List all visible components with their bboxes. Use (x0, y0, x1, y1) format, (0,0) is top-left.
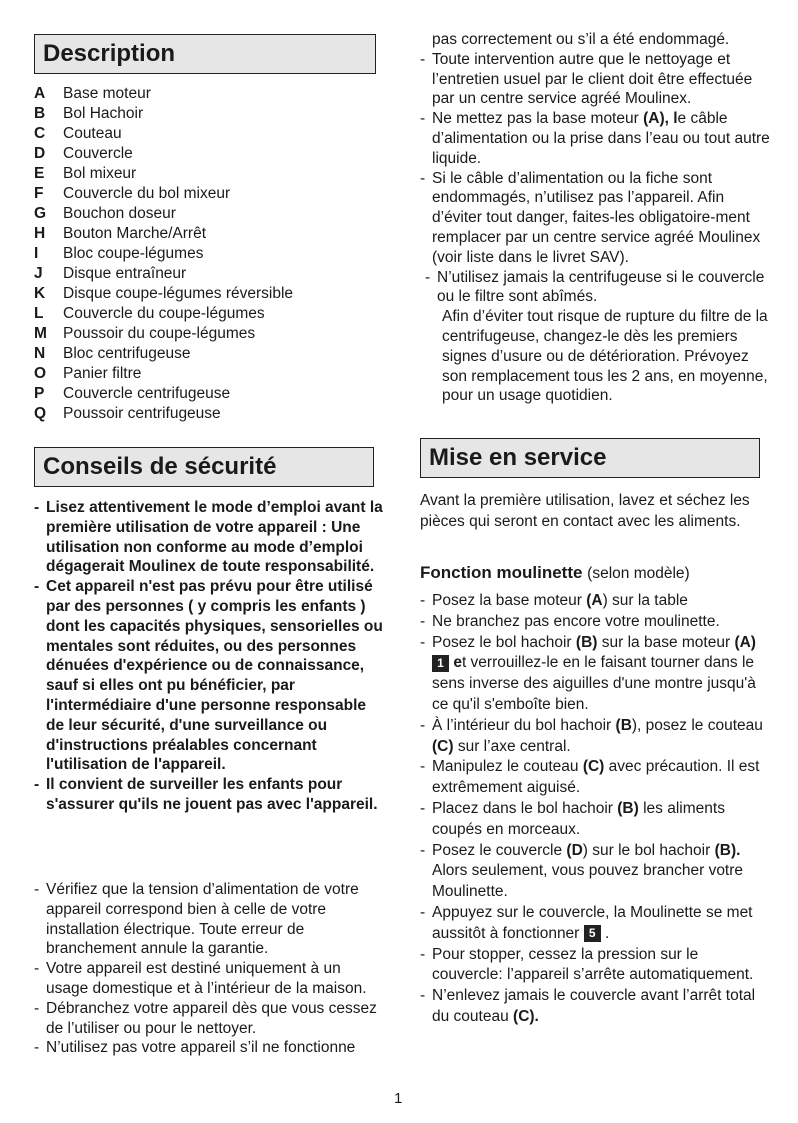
ref-label: (B (615, 716, 632, 734)
figure-ref-badge: 1 (432, 655, 449, 672)
legend-item (34, 144, 293, 164)
list-item-text: Vérifiez que la tension d’alimentation de votre appareil correspond bien à celle de votre installation électrique. Toute erreur de branchement annule la garantie. (46, 881, 359, 958)
text-run: Placez dans le bol hachoir (432, 799, 613, 817)
list-item: - Votre appareil est destiné uniquement à un usage domestique et à l’intérieur de la maison. (34, 959, 384, 999)
legend-label: Couteau (63, 125, 122, 142)
security-bold-list (34, 498, 384, 815)
text-run: e câble d’alimentation ou la prise dans l’eau ou tout autre liquide. (432, 110, 770, 167)
text-run: . (604, 924, 610, 942)
legend-label: Base moteur (63, 85, 151, 102)
service-heading: Mise en service (420, 438, 760, 478)
security-heading: Conseils de sécurité (34, 447, 374, 487)
list-item-text (432, 757, 772, 799)
text-run: Afin d’éviter tout risque de rupture du filtre de la centrifugeuse, changez-le dès les premiers signes d’usure ou de détérioration. Prévoyez son remplacement tous les 2 ans, en moyenne, pour un usage quotidien. (442, 308, 768, 405)
legend-item (34, 364, 293, 384)
list-item-text: Il convient de surveiller les enfants pour s'assurer qu'ils ne jouent pas avec l'appareil. (46, 776, 378, 813)
legend-label: Couvercle (63, 145, 133, 162)
text-run: sur la base moteur (601, 633, 731, 651)
ref-label: (C) (432, 737, 454, 755)
legend-item (34, 184, 293, 204)
list-item: - N’utilisez jamais la centrifugeuse si le couvercle ou le filtre sont abîmés. Afin d’éviter tout risque de rupture du filtre de la centrifugeuse, changez-le dès les premiers signes d’usure ou de détérioration. Prévoyez son remplacement tous les 2 ans, en moyenne, pour un usage quotidien. (420, 268, 772, 407)
legend-item (34, 284, 293, 304)
legend-label: Bol Hachoir (63, 105, 144, 122)
list-item: - Appuyez sur le couvercle, la Moulinette se met aussitôt à fonctionner 5 . (420, 903, 772, 945)
text-run: les aliments coupés en morceaux. (432, 799, 725, 838)
list-item: - N’enlevez jamais le couvercle avant l’arrêt total du couteau (C). (420, 986, 772, 1028)
page-number: 1 (394, 1090, 403, 1107)
legend-item (34, 324, 293, 344)
text-run: Posez le couvercle (432, 841, 563, 859)
list-item-text (432, 633, 772, 716)
ref-label: (B). (714, 841, 741, 859)
ref-label: (A), l (643, 110, 678, 128)
text-run: Posez la base moteur (432, 592, 582, 609)
legend-label: Couvercle centrifugeuse (63, 385, 231, 402)
parts-legend (34, 84, 293, 424)
legend-key: N (34, 345, 46, 362)
list-item: - À l’intérieur du bol hachoir (B), posez le couteau (C) sur l’axe central. (420, 716, 772, 758)
legend-label: Bloc centrifugeuse (63, 345, 191, 362)
list-item-text: pas correctement ou s’il a été endommagé. (432, 31, 730, 48)
legend-label: Bouchon doseur (63, 205, 176, 222)
figure-ref-badge: 5 (584, 925, 601, 942)
list-item: - Manipulez le couteau (C) avec précaution. Il est extrêmement aiguisé. (420, 757, 772, 799)
legend-label: Couvercle du bol mixeur (63, 185, 231, 202)
legend-item (34, 384, 293, 404)
legend-key: F (34, 185, 44, 202)
text-run: ), posez le couteau (631, 716, 763, 734)
legend-key: B (34, 105, 46, 122)
list-item-text: Débranchez votre appareil dès que vous cessez de l’utiliser ou pour le nettoyer. (46, 999, 377, 1037)
list-item-text: Lisez attentivement le mode d’emploi avant la première utilisation de votre appareil : Une utilisation non conforme au mode d’emploi dégagerait Moulinex de toute responsabilité. (46, 499, 383, 576)
legend-label: Bol mixeur (63, 165, 137, 182)
list-item-text (432, 109, 772, 168)
list-item-text: Pour stopper, cessez la pression sur le couvercle: l’appareil s’arrête automatiquement. (432, 945, 754, 984)
ref-label: (B) (617, 799, 639, 817)
list-item: - Si le câble d’alimentation ou la fiche sont endommagés, n’utilisez pas l’appareil. Afin d’éviter tout danger, faites-les obligatoire-ment remplacer par un centre service agréé Moulinex (voir liste dans le livret SAV). (420, 169, 772, 268)
legend-item (34, 244, 293, 264)
security-list-continued (420, 30, 772, 406)
legend-key: A (34, 85, 46, 102)
list-item: - Posez le couvercle (D) sur le bol hachoir (B). Alors seulement, vous pouvez brancher votre Moulinette. (420, 841, 772, 903)
legend-key: C (34, 125, 46, 142)
list-item-text: N’utilisez pas votre appareil s’il ne fonctionne (46, 1039, 356, 1057)
list-item-text: Votre appareil est destiné uniquement à un usage domestique et à l’intérieur de la maison. (46, 960, 367, 997)
description-heading: Description (34, 34, 376, 74)
ref-label: (C). (513, 1007, 539, 1025)
ref-label: (B) (575, 633, 598, 651)
legend-key: D (34, 145, 46, 162)
legend-key: O (34, 365, 47, 382)
text-run: ) sur la table (602, 592, 688, 609)
text-run: Alors seulement, vous pouvez brancher votre Moulinette. (432, 862, 744, 901)
legend-label: Poussoir du coupe-légumes (63, 325, 256, 342)
ref-label: (C) (582, 758, 605, 776)
service-steps (420, 591, 772, 1028)
legend-item (34, 124, 293, 144)
list-item-text: Si le câble d’alimentation ou la fiche sont endommagés, n’utilisez pas l’appareil. Afin d’éviter tout danger, faites-les obligatoire-ment remplacer par un centre service agréé Moulinex (voir liste dans le livret SAV). (432, 169, 761, 266)
subtitle-note: (selon modèle) (587, 565, 690, 582)
list-item-text (437, 268, 772, 407)
list-item: - Vérifiez que la tension d’alimentation de votre appareil correspond bien à celle de votre installation électrique. Toute erreur de branchement annule la garantie. (34, 880, 384, 959)
legend-key: L (34, 305, 44, 322)
list-item: - Ne branchez pas encore votre moulinette. (420, 612, 772, 633)
text-run: avec précaution. Il est extrêmement aiguisé. (432, 758, 760, 797)
ref-label: (A) (734, 633, 756, 651)
list-item: - Ne mettez pas la base moteur (A), le câble d’alimentation ou la prise dans l’eau ou tout autre liquide. (420, 109, 772, 168)
text-run: Manipulez le couteau (432, 758, 579, 776)
list-item: - Pour stopper, cessez la pression sur le couvercle: l’appareil s’arrête automatiquement. (420, 945, 772, 987)
subtitle-text: Fonction moulinette (420, 563, 583, 582)
text-run: sur l’axe central. (457, 737, 571, 755)
legend-key: E (34, 165, 45, 182)
legend-key: P (34, 385, 45, 402)
list-item: - Cet appareil n'est pas prévu pour être utilisé par des personnes ( y compris les enfants ) dont les capacités physiques, sensorielles ou mentales sont réduites, ou des personnes dénuées d'expérience ou de connaissance, sauf si elles ont pu bénéficier, par l'intermédiaire d'une personne responsable de leur sécurité, d'une surveillance ou d'instructions préalables concernant l'utilisation de l'appareil. (34, 578, 383, 774)
ref-label: (A (586, 592, 603, 609)
function-subtitle (420, 563, 690, 583)
list-item: - Placez dans le bol hachoir (B) les aliments coupés en morceaux. (420, 799, 772, 841)
legend-label: Disque entraîneur (63, 265, 187, 282)
list-item: - Il convient de surveiller les enfants pour s'assurer qu'ils ne jouent pas avec l'appareil. (34, 775, 384, 815)
text-run: e (453, 654, 462, 672)
legend-key: J (34, 265, 43, 282)
legend-label: Bouton Marche/Arrêt (63, 225, 207, 242)
text-run: ) sur le bol hachoir (582, 841, 711, 859)
text-run: Ne mettez pas la base moteur (432, 110, 639, 128)
list-item (420, 30, 772, 50)
list-item: - Posez le bol hachoir (B) sur la base moteur (A) 1 et verrouillez-le en le faisant tourner dans le sens inverse des aiguilles d'une montre jusqu'à ce qu'il s'emboîte bien. (420, 633, 772, 716)
legend-label: Bloc coupe-légumes (63, 245, 204, 262)
legend-item (34, 104, 293, 124)
legend-item (34, 264, 293, 284)
list-item: - Lisez attentivement le mode d’emploi avant la première utilisation de votre appareil : Une utilisation non conforme au mode d’emploi dégagerait Moulinex de toute responsabilité. (34, 499, 383, 576)
legend-item (34, 84, 293, 104)
list-item-text (432, 799, 772, 841)
list-item: - N’utilisez pas votre appareil s’il ne fonctionne (34, 1039, 356, 1057)
list-item-text (432, 903, 772, 945)
legend-label: Poussoir centrifugeuse (63, 405, 221, 422)
list-item: - Posez la base moteur (A) sur la table (420, 591, 772, 612)
legend-label: Panier filtre (63, 365, 142, 382)
list-item-text (432, 591, 688, 612)
text-run: N’enlevez jamais le couvercle avant l’arrêt total du couteau (432, 987, 756, 1025)
list-item-text: Cet appareil n'est pas prévu pour être utilisé par des personnes ( y compris les enfants ) dont les capacités physiques, sensorielles ou mentales sont réduites, ou des personnes dénuées d'expérience ou de connaissance, sauf si elles ont pu bénéficier, par l'intermédiaire d'une personne responsable de leur sécurité, d'une surveillance ou d'instructions préalables concernant l'utilisation de l'appareil. (46, 578, 383, 774)
text-run: Appuyez sur le couvercle, la Moulinette se met aussitôt à fonctionner (432, 903, 753, 942)
text-run: À l’intérieur du bol hachoir (432, 716, 612, 734)
legend-item (34, 404, 293, 424)
legend-key: K (34, 285, 46, 302)
list-item-text (432, 841, 772, 903)
legend-key: I (34, 245, 39, 262)
legend-label: Couvercle du coupe-légumes (63, 305, 265, 322)
list-item-text (432, 716, 772, 758)
text-run: N’utilisez jamais la centrifugeuse si le couvercle ou le filtre sont abîmés. (437, 268, 765, 306)
text-run: t verrouillez-le en le faisant tourner dans le sens inverse des aiguilles d'une montre jusqu'à ce qu'il s'emboîte bien. (432, 654, 756, 713)
list-item: - Toute intervention autre que le nettoyage et l’entretien usuel par le client doit être effectuée par un centre service agréé Moulinex. (420, 50, 772, 109)
legend-item (34, 204, 293, 224)
legend-key: Q (34, 405, 47, 422)
text-run: Posez le bol hachoir (432, 633, 572, 651)
legend-key: M (34, 325, 47, 342)
legend-item (34, 344, 293, 364)
legend-item (34, 224, 293, 244)
list-item: - Débranchez votre appareil dès que vous cessez de l’utiliser ou pour le nettoyer. (34, 999, 384, 1039)
list-item-text: Ne branchez pas encore votre moulinette. (432, 612, 720, 630)
legend-key: G (34, 205, 47, 222)
legend-item (34, 164, 293, 184)
service-intro: Avant la première utilisation, lavez et séchez les pièces qui seront en contact avec les aliments. (420, 492, 750, 530)
list-item-text: Toute intervention autre que le nettoyage et l’entretien usuel par le client doit être effectuée par un centre service agréé Moulinex. (432, 50, 753, 108)
ref-label: (D (566, 841, 583, 859)
legend-key: H (34, 225, 46, 242)
list-item-text (432, 986, 772, 1028)
security-list (34, 880, 384, 1058)
legend-label: Disque coupe-légumes réversible (63, 285, 294, 302)
legend-item (34, 304, 293, 324)
